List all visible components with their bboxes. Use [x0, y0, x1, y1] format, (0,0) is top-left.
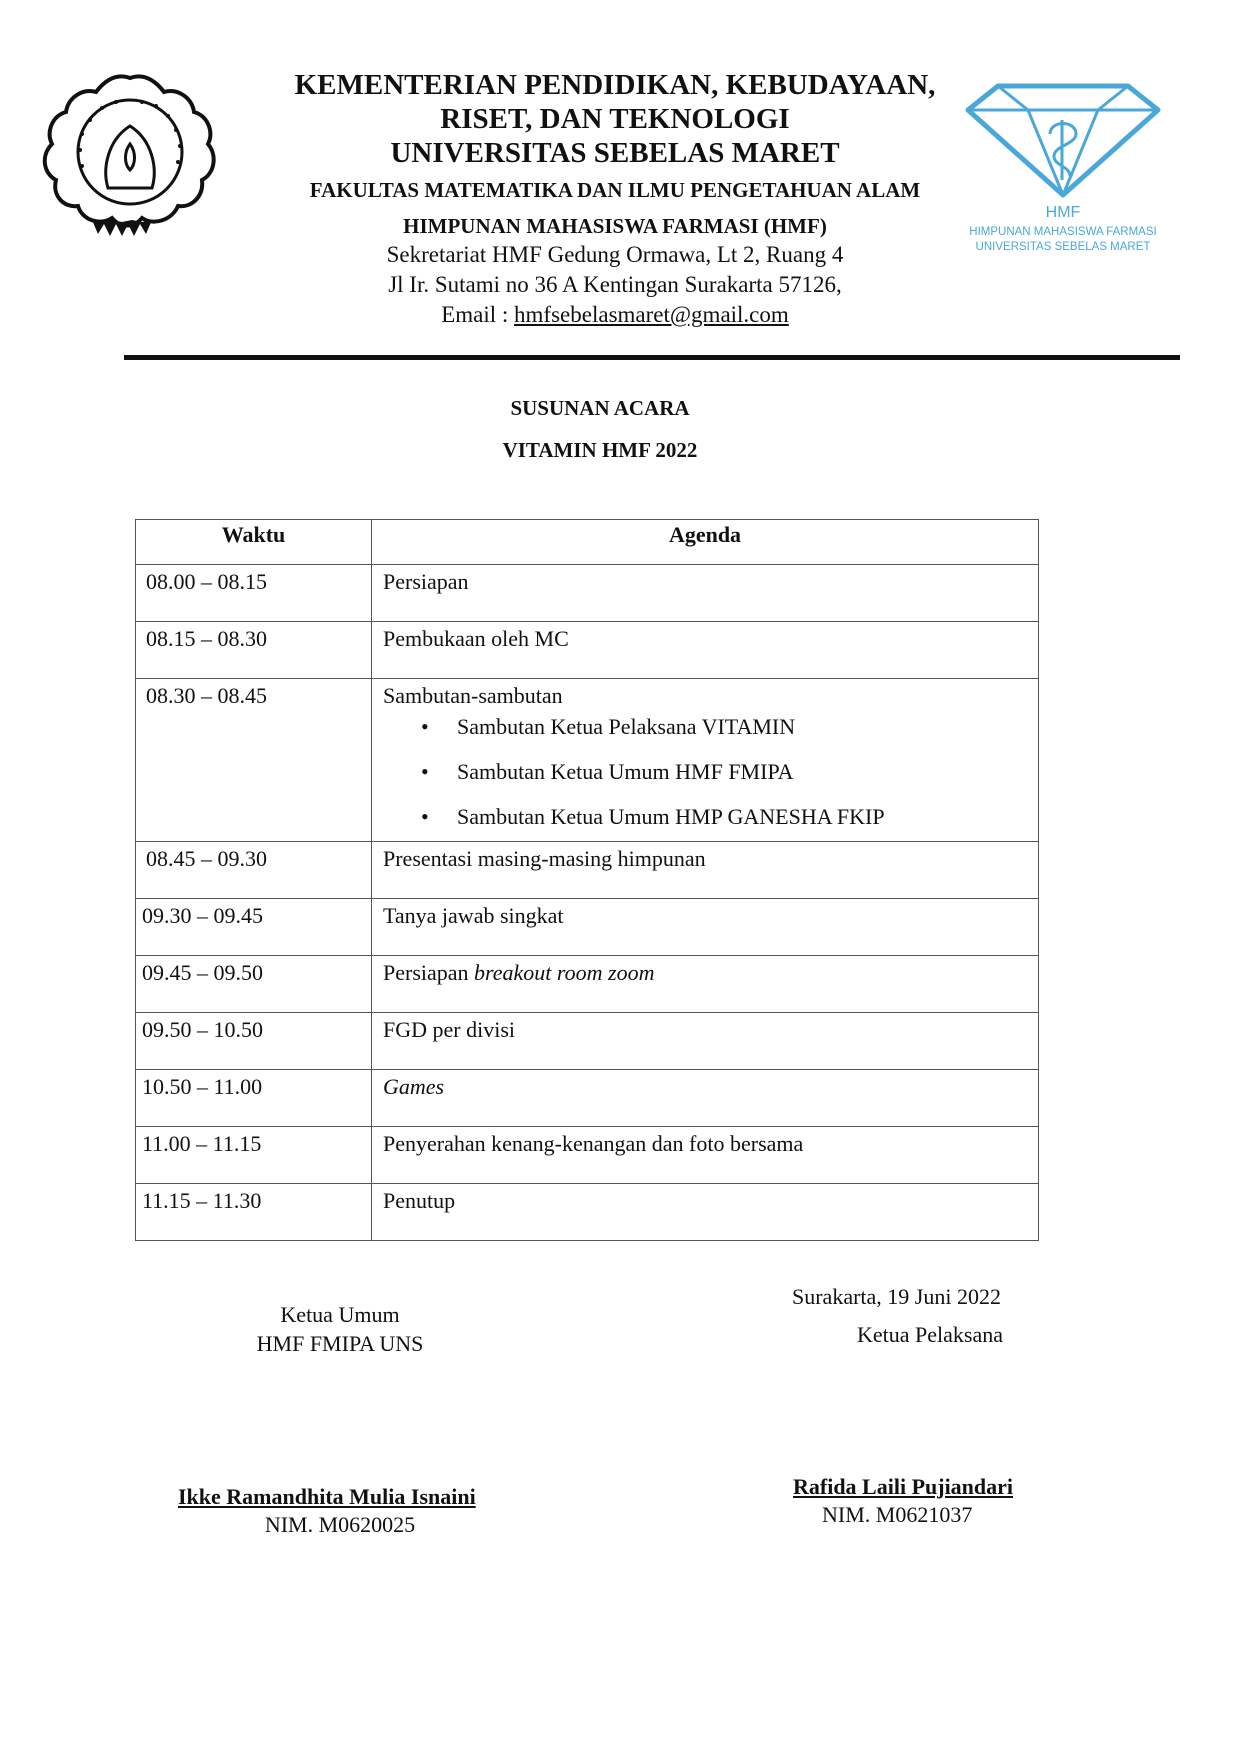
row-time: 08.15 – 08.30	[136, 622, 372, 679]
email-link[interactable]: hmfsebelasmaret@gmail.com	[514, 302, 789, 327]
left-signatory-role: Ketua Umum	[280, 1302, 400, 1327]
table-row	[136, 899, 1039, 956]
uns-seal-logo	[42, 70, 218, 242]
table-row	[136, 1070, 1039, 1127]
row-time: 11.00 – 11.15	[136, 1127, 372, 1184]
table-header-row	[136, 520, 1039, 565]
table-row	[136, 956, 1039, 1013]
header-time: Waktu	[136, 520, 372, 565]
left-signatory-name: Ikke Ramandhita Mulia Isnaini	[178, 1484, 476, 1509]
agenda-table	[135, 519, 1039, 1241]
row-time: 08.30 – 08.45	[136, 679, 372, 842]
header-agenda: Agenda	[372, 520, 1039, 565]
row-agenda: Presentasi masing-masing himpunan	[372, 842, 1039, 899]
table-row	[136, 679, 1039, 842]
hmf-logo-abbr: HMF	[1045, 204, 1081, 221]
letterhead-email-line	[230, 302, 1000, 328]
letterhead-secretariat: Sekretariat HMF Gedung Ormawa, Lt 2, Ruang 4	[386, 242, 844, 267]
letterhead-rule	[124, 355, 1180, 360]
letterhead-university: UNIVERSITAS SEBELAS MARET	[390, 137, 840, 169]
row-time: 09.50 – 10.50	[136, 1013, 372, 1070]
row-agenda-title: Sambutan-sambutan	[383, 683, 563, 708]
row-agenda: FGD per divisi	[372, 1013, 1039, 1070]
row-agenda: Penyerahan kenang-kenangan dan foto bersama	[372, 1127, 1039, 1184]
table-row	[136, 842, 1039, 899]
right-signatory-name: Rafida Laili Pujiandari	[793, 1474, 1014, 1499]
hmf-logo-text-2: UNIVERSITAS SEBELAS MARET	[975, 241, 1151, 253]
doc-title: SUSUNAN ACARA	[510, 396, 690, 420]
agenda-prefix: Persiapan	[383, 960, 475, 985]
right-signatory-role: Ketua Pelaksana	[857, 1322, 1003, 1347]
speech-list	[383, 713, 1038, 831]
row-agenda	[372, 1070, 1039, 1127]
letterhead-ministry: KEMENTERIAN PENDIDIKAN, KEBUDAYAAN,	[294, 69, 936, 101]
left-signatory-org: HMF FMIPA UNS	[256, 1331, 424, 1356]
row-agenda	[372, 679, 1039, 842]
letterhead-address: Jl Ir. Sutami no 36 A Kentingan Surakarta 57126,	[388, 272, 842, 297]
list-item: • Sambutan Ketua Umum HMP GANESHA FKIP	[421, 803, 1038, 831]
row-time: 09.30 – 09.45	[136, 899, 372, 956]
row-agenda: Tanya jawab singkat	[372, 899, 1039, 956]
uns-seal-icon	[42, 70, 218, 242]
place-date: Surakarta, 19 Juni 2022	[792, 1284, 1001, 1309]
row-agenda: Penutup	[372, 1184, 1039, 1241]
row-agenda: Persiapan	[372, 565, 1039, 622]
row-time: 11.15 – 11.30	[136, 1184, 372, 1241]
row-time: 08.00 – 08.15	[136, 565, 372, 622]
row-time: 10.50 – 11.00	[136, 1070, 372, 1127]
row-agenda: Pembukaan oleh MC	[372, 622, 1039, 679]
doc-subtitle: VITAMIN HMF 2022	[502, 438, 698, 462]
letterhead-ministry-2: RISET, DAN TEKNOLOGI	[440, 103, 790, 135]
table-row	[136, 1184, 1039, 1241]
agenda-italic: breakout room zoom	[474, 960, 655, 985]
agenda-italic: Games	[383, 1074, 445, 1099]
table-row	[136, 565, 1039, 622]
letterhead-organization: HIMPUNAN MAHASISWA FARMASI (HMF)	[403, 214, 827, 238]
letterhead-faculty: FAKULTAS MATEMATIKA DAN ILMU PENGETAHUAN ALAM	[309, 178, 921, 202]
hmf-logo-text-1: HIMPUNAN MAHASISWA FARMASI	[969, 226, 1157, 238]
table-row	[136, 1013, 1039, 1070]
right-signatory-nim: NIM. M0621037	[822, 1502, 973, 1527]
email-label: Email :	[441, 302, 515, 327]
table-row	[136, 1127, 1039, 1184]
row-time: 09.45 – 09.50	[136, 956, 372, 1013]
table-row	[136, 622, 1039, 679]
left-signatory-nim: NIM. M0620025	[264, 1512, 416, 1537]
row-time: 08.45 – 09.30	[136, 842, 372, 899]
list-item: • Sambutan Ketua Umum HMF FMIPA	[421, 758, 1038, 786]
row-agenda	[372, 956, 1039, 1013]
list-item: • Sambutan Ketua Pelaksana VITAMIN	[421, 713, 1038, 741]
